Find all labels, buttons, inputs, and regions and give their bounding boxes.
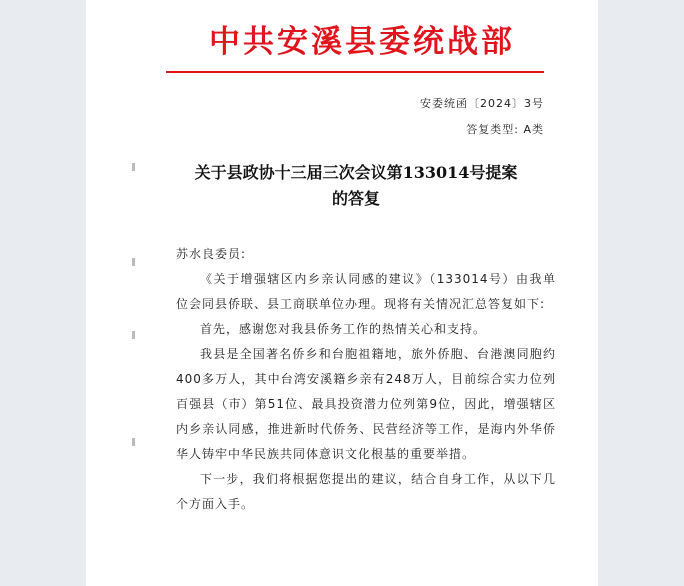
title-line-2: 的答复 [331,189,380,208]
salutation: 苏水良委员: [176,247,247,261]
paragraph-2: 首先，感谢您对我县侨务工作的热情关心和支持。 [200,322,487,336]
reply-type: 答复类型: A类 [466,123,544,136]
paragraph-1: 《关于增强辖区内乡亲认同感的建议》（133014号）由我单位会同县侨联、县工商联单位办理。现将有关情况汇总答复如下: [176,272,556,311]
masthead-red-rule [166,71,544,73]
paragraph-4: 下一步，我们将根据您提出的建议，结合自身工作，从以下几个方面入手。 [176,472,556,511]
scan-margin-mark [132,163,135,171]
document-title [156,160,556,212]
paragraph-3: 我县是全国著名侨乡和台胞祖籍地，旅外侨胞、台港澳同胞约400多万人，其中台湾安溪籍乡亲有248万人，目前综合实力位列百强县（市）第51位、最具投资潜力位列第9位，因此，增强辖区内乡亲认同感，推进新时代侨务、民营经济等工作，是海内外华侨华人铸牢中华民族共同体意识文化根基的重要举措。 [176,347,556,461]
scan-margin-mark [132,258,135,266]
title-line-1: 关于县政协十三届三次会议第133014号提案 [194,163,518,182]
scan-margin-mark [132,438,135,446]
masthead-title: 中共安溪县委统战部 [209,24,515,60]
document-page [86,0,598,586]
document-body [176,242,556,517]
document-number: 安委统函〔2024〕3号 [420,97,544,110]
scan-margin-mark [132,331,135,339]
